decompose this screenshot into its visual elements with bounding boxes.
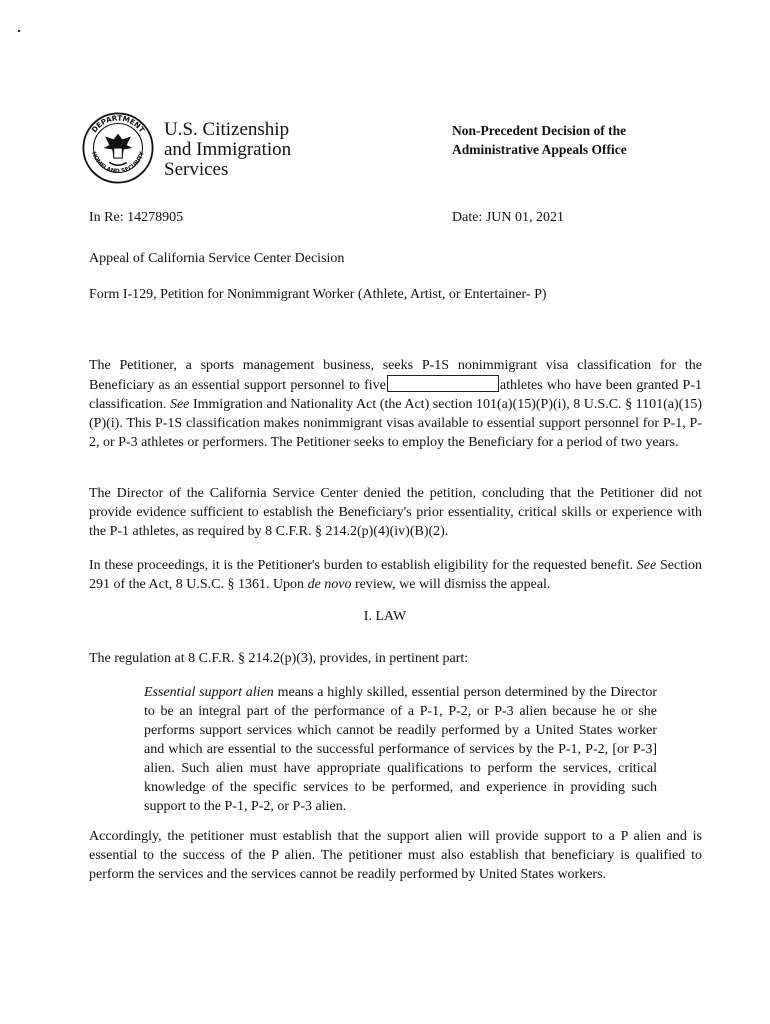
decision-type (452, 121, 627, 159)
paragraph-conclusion: Accordingly, the petitioner must establish that the support alien will provide support to a P alien and is essential to the success of the P alien. The petitioner must also establish that beneficiary is qualified to perform the services and the services cannot be readily performed by United States workers. (89, 829, 702, 882)
paragraph-regulation-intro: The regulation at 8 C.F.R. § 214.2(p)(3), provides, in pertinent part: (89, 651, 469, 666)
redaction-box (387, 375, 499, 392)
p1-text-b: athletes who have been granted P-1 classification. (89, 378, 703, 412)
paragraph-introduction (89, 356, 702, 452)
agency-line-2: and Immigration (164, 139, 292, 160)
quote-term: Essential support alien (144, 685, 274, 700)
block-quote-regulation (144, 683, 657, 816)
section-heading-law: I. LAW (363, 609, 407, 624)
agency-line-1: U.S. Citizenship (164, 119, 290, 140)
p3-de-novo: de novo (307, 577, 352, 592)
p1-text-c: Immigration and Nationality Act (the Act) section 101(a)(15)(P)(i), 8 U.S.C. § 1101(a)(15)(P)(i). This P-1S classification makes nonimmigrant visas available to essential support personnel for P-1, P-2, or P-3 athletes or performers. The Petitioner seeks to employ the Beneficiary for a period of two years. (89, 397, 703, 450)
decision-line-1: Non-Precedent Decision of the (452, 123, 627, 138)
seal-text-bottom: HOMELAND SECURITY (90, 151, 146, 175)
p1-text-a: The Petitioner, a sports management business, seeks P-1S nonimmigrant visa classification for the Beneficiary as an essential support personnel to five (89, 358, 702, 393)
decision-line-2: Administrative Appeals Office (452, 142, 627, 157)
p3-see: See (636, 558, 657, 573)
scan-speck (18, 30, 20, 32)
paragraph-burden (89, 556, 702, 594)
quote-text: means a highly skilled, essential person determined by the Director to be an integral part of the performance of a P-1, P-2, or P-3 alien because he or she performs support services which cannot be readily performed by a United States worker and which are essential to the successful performance of services by the P-1, P-2, [or P-3] alien. Such alien must have appropriate qualifications to perform the services, critical knowledge of the specific services to be performed, and experience in providing such support to the P-1, P-2, or P-3 alien. (144, 685, 658, 814)
appeal-line: Appeal of California Service Center Decision (89, 251, 345, 266)
p3-text-a: In these proceedings, it is the Petitioner's burden to establish eligibility for the requested benefit. (89, 558, 633, 573)
agency-line-3: Services (164, 159, 229, 180)
p3-text-c: review, we will dismiss the appeal. (355, 577, 551, 592)
p3-text-b: Section 291 of the Act, 8 U.S.C. § 1361. Upon (89, 558, 702, 592)
seal-text-top: DEPARTMENT (89, 113, 147, 135)
case-number: In Re: 14278905 (89, 210, 184, 225)
agency-name (164, 120, 291, 180)
decision-date: Date: JUN 01, 2021 (452, 210, 564, 225)
p1-see: See (169, 397, 190, 412)
form-line: Form I-129, Petition for Nonimmigrant Worker (Athlete, Artist, or Entertainer- P) (89, 287, 547, 302)
dhs-seal-icon (82, 112, 154, 184)
paragraph-director-denial: The Director of the California Service Center denied the petition, concluding that the Petitioner did not provide evidence sufficient to establish the Beneficiary's prior essentiality, critical skills or experience with the P-1 athletes, as required by 8 C.F.R. § 214.2(p)(4)(iv)(B)(2). (89, 486, 702, 539)
